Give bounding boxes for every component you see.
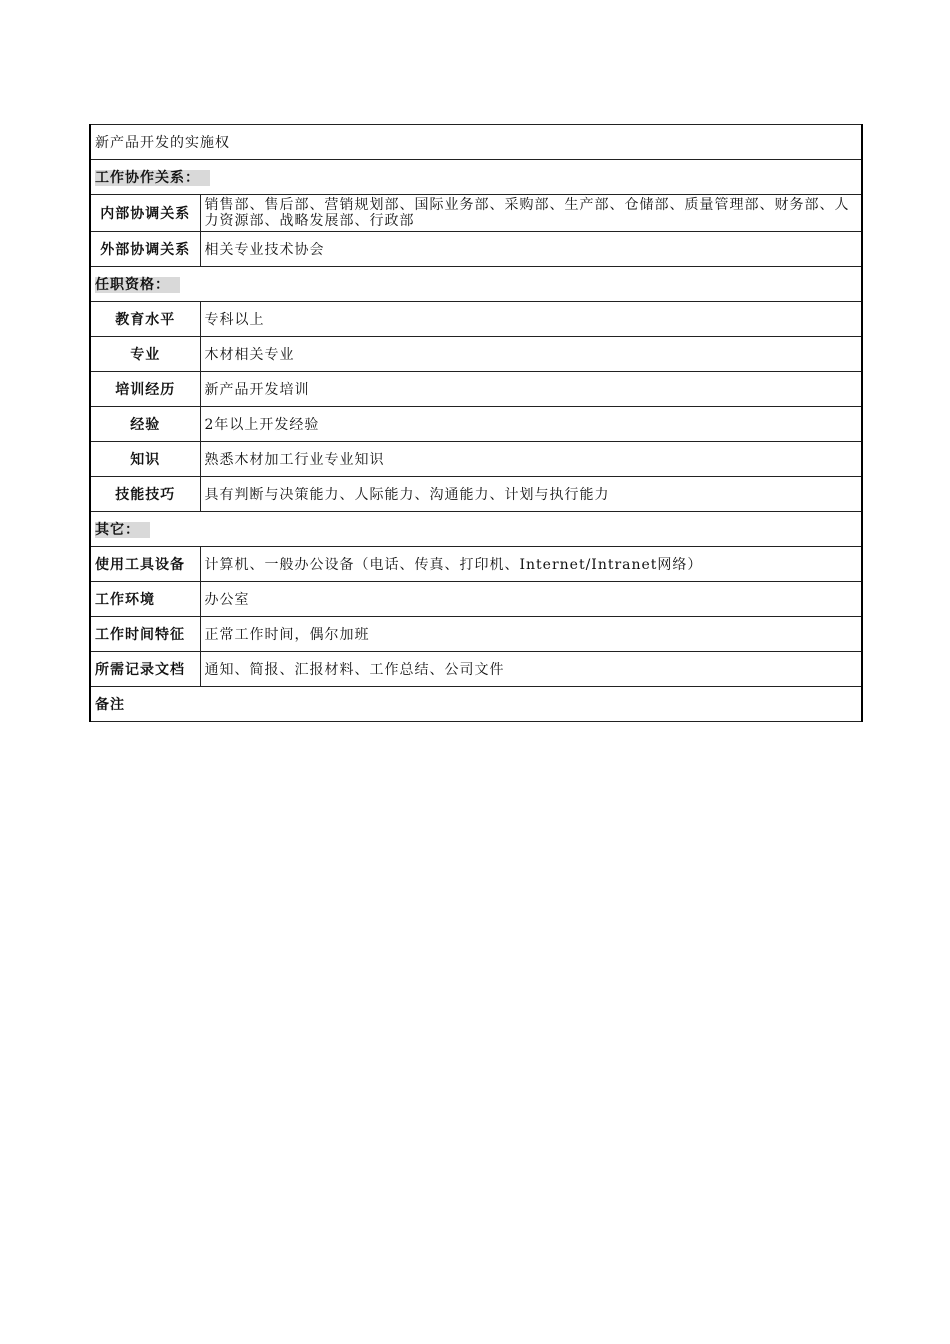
major-label: 专业 [90, 337, 200, 372]
authority-row [90, 125, 862, 160]
table-row [90, 195, 862, 232]
table-row [90, 337, 862, 372]
work-time-label: 工作时间特征 [90, 617, 200, 652]
table-row [90, 547, 862, 582]
remarks-row [90, 687, 862, 722]
table-row [90, 442, 862, 477]
internal-relations-value: 销售部、售后部、营销规划部、国际业务部、采购部、生产部、仓储部、质量管理部、财务部、人力资源部、战略发展部、行政部 [200, 195, 862, 232]
qualifications-section-title: 任职资格： [90, 267, 862, 302]
other-section-row [90, 512, 862, 547]
table-row [90, 407, 862, 442]
table-row [90, 302, 862, 337]
knowledge-value: 熟悉木材加工行业专业知识 [200, 442, 862, 477]
table-row [90, 477, 862, 512]
experience-value: 2年以上开发经验 [200, 407, 862, 442]
education-label: 教育水平 [90, 302, 200, 337]
education-value: 专科以上 [200, 302, 862, 337]
relations-section-title: 工作协作关系： [90, 160, 862, 195]
job-description-table [89, 124, 863, 722]
training-label: 培训经历 [90, 372, 200, 407]
table-row [90, 652, 862, 687]
experience-label: 经验 [90, 407, 200, 442]
authority-text: 新产品开发的实施权 [90, 125, 862, 160]
tools-label: 使用工具设备 [90, 547, 200, 582]
tools-value: 计算机、一般办公设备（电话、传真、打印机、Internet/Intranet网络） [200, 547, 862, 582]
work-time-value: 正常工作时间，偶尔加班 [200, 617, 862, 652]
table-row [90, 372, 862, 407]
skills-label: 技能技巧 [90, 477, 200, 512]
relations-section-row [90, 160, 862, 195]
table-row [90, 617, 862, 652]
remarks-label: 备注 [90, 687, 862, 722]
environment-value: 办公室 [200, 582, 862, 617]
internal-relations-label: 内部协调关系 [90, 195, 200, 232]
major-value: 木材相关专业 [200, 337, 862, 372]
environment-label: 工作环境 [90, 582, 200, 617]
knowledge-label: 知识 [90, 442, 200, 477]
external-relations-label: 外部协调关系 [90, 232, 200, 267]
table-row [90, 232, 862, 267]
skills-value: 具有判断与决策能力、人际能力、沟通能力、计划与执行能力 [200, 477, 862, 512]
external-relations-value: 相关专业技术协会 [200, 232, 862, 267]
table-row [90, 582, 862, 617]
other-section-title: 其它： [90, 512, 862, 547]
qualifications-section-row [90, 267, 862, 302]
documents-label: 所需记录文档 [90, 652, 200, 687]
documents-value: 通知、简报、汇报材料、工作总结、公司文件 [200, 652, 862, 687]
training-value: 新产品开发培训 [200, 372, 862, 407]
